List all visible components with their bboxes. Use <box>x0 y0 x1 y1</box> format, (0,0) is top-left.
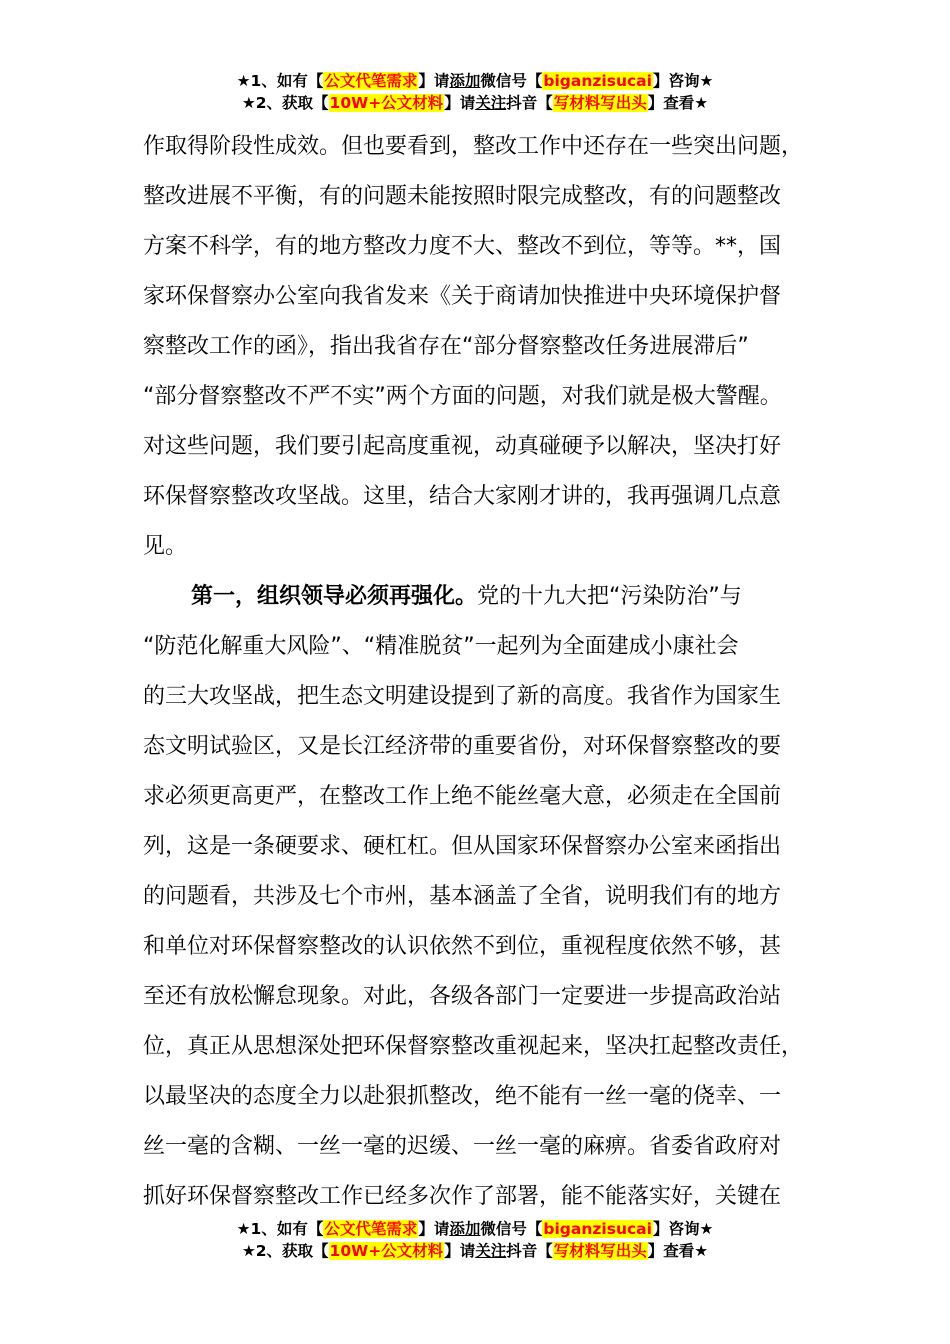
text-line: 以最坚决的态度全力以赴狠抓整改，绝不能有一丝一毫的侥幸、一 <box>143 1084 782 1109</box>
text-line: 作取得阶段性成效。但也要看到，整改工作中还存在一些突出问题， <box>143 134 804 159</box>
text-line: 和单位对环保督察整改的认识依然不到位，重视程度依然不够，甚 <box>143 934 782 959</box>
banner-text: 】请 <box>444 1242 476 1260</box>
banner-text: ★2、获取【 <box>241 1242 329 1260</box>
text-line: 的问题看，共涉及七个市州，基本涵盖了全省，说明我们有的地方 <box>143 884 782 909</box>
banner-text: 】查看★ <box>647 1242 709 1260</box>
banner-line-2 <box>0 92 950 114</box>
text-line: 的三大攻坚战，把生态文明建设提到了新的高度。我省作为国家生 <box>143 684 782 709</box>
banner-underlined-text: 关注 <box>475 1242 507 1260</box>
banner-text: ★1、如有【 <box>236 72 324 90</box>
text-line: 位，真正从思想深处把环保督察整改重视起来，坚决扛起整改责任， <box>143 1034 804 1059</box>
footer-banner <box>0 1218 950 1262</box>
banner-text: 】咨询★ <box>652 72 714 90</box>
text-line: 环保督察整改攻坚战。这里，结合大家刚才讲的，我再强调几点意 <box>143 484 782 509</box>
banner-highlight: 写材料写出头 <box>553 1242 647 1260</box>
banner-highlight: biganzisucai <box>543 72 652 90</box>
text-line: 对这些问题，我们要引起高度重视，动真碰硬予以解决，坚决打好 <box>143 434 782 459</box>
section-heading: 第一，组织领导必须再强化。 <box>191 584 478 609</box>
text-line: “部分督察整改不严不实”两个方面的问题，对我们就是极大警醒。 <box>143 384 782 409</box>
banner-line-1 <box>0 70 950 92</box>
banner-text: 】请 <box>444 94 476 112</box>
banner-text: ★2、获取【 <box>241 94 329 112</box>
banner-text: 】查看★ <box>647 94 709 112</box>
paragraph-first-line <box>143 572 833 622</box>
banner-line-1 <box>0 1218 950 1240</box>
text-line: 态文明试验区，又是长江经济带的重要省份，对环保督察整改的要 <box>143 734 782 759</box>
banner-underlined-text: 添加 <box>449 1220 481 1238</box>
banner-text: 】请 <box>418 1220 450 1238</box>
banner-text: 抖音【 <box>506 94 553 112</box>
banner-text: 微信号【 <box>480 1220 543 1238</box>
banner-highlight: 写材料写出头 <box>553 94 647 112</box>
text-line: 方案不科学，有的地方整改力度不大、整改不到位，等等。**，国 <box>143 234 782 259</box>
banner-line-2 <box>0 1240 950 1262</box>
text-line: 抓好环保督察整改工作已经多次作了部署，能不能落实好，关键在 <box>143 1184 782 1209</box>
document-body <box>143 122 833 1222</box>
text-line: 察整改工作的函》，指出我省存在“部分督察整改任务进展滞后” <box>143 334 749 359</box>
text-line: “防范化解重大风险”、“精准脱贫”一起列为全面建成小康社会 <box>143 634 739 659</box>
banner-highlight: 10W+公文材料 <box>329 1242 444 1260</box>
banner-text: 】请 <box>418 72 450 90</box>
text-line: 求必须更高更严，在整改工作上绝不能丝毫大意，必须走在全国前 <box>143 784 782 809</box>
text-line: 列，这是一条硬要求、硬杠杠。但从国家环保督察办公室来函指出 <box>143 834 782 859</box>
text-line: 至还有放松懈怠现象。对此，各级各部门一定要进一步提高政治站 <box>143 984 782 1009</box>
banner-highlight: 10W+公文材料 <box>329 94 444 112</box>
banner-text: ★1、如有【 <box>236 1220 324 1238</box>
banner-underlined-text: 关注 <box>475 94 507 112</box>
header-banner <box>0 70 950 114</box>
text-line: 整改进展不平衡，有的问题未能按照时限完成整改，有的问题整改 <box>143 184 782 209</box>
text-line: 丝一毫的含糊、一丝一毫的迟缓、一丝一毫的麻痹。省委省政府对 <box>143 1134 782 1159</box>
banner-text: 微信号【 <box>480 72 543 90</box>
text-run: 党的十九大把“污染防治”与 <box>477 584 742 609</box>
banner-highlight: biganzisucai <box>543 1220 652 1238</box>
banner-underlined-text: 添加 <box>449 72 481 90</box>
banner-text: 】咨询★ <box>652 1220 714 1238</box>
banner-highlight: 公文代笔需求 <box>324 1220 418 1238</box>
text-line: 见。 <box>143 534 188 559</box>
text-line: 家环保督察办公室向我省发来《关于商请加快推进中央环境保护督 <box>143 284 782 309</box>
banner-highlight: 公文代笔需求 <box>324 72 418 90</box>
banner-text: 抖音【 <box>506 1242 553 1260</box>
